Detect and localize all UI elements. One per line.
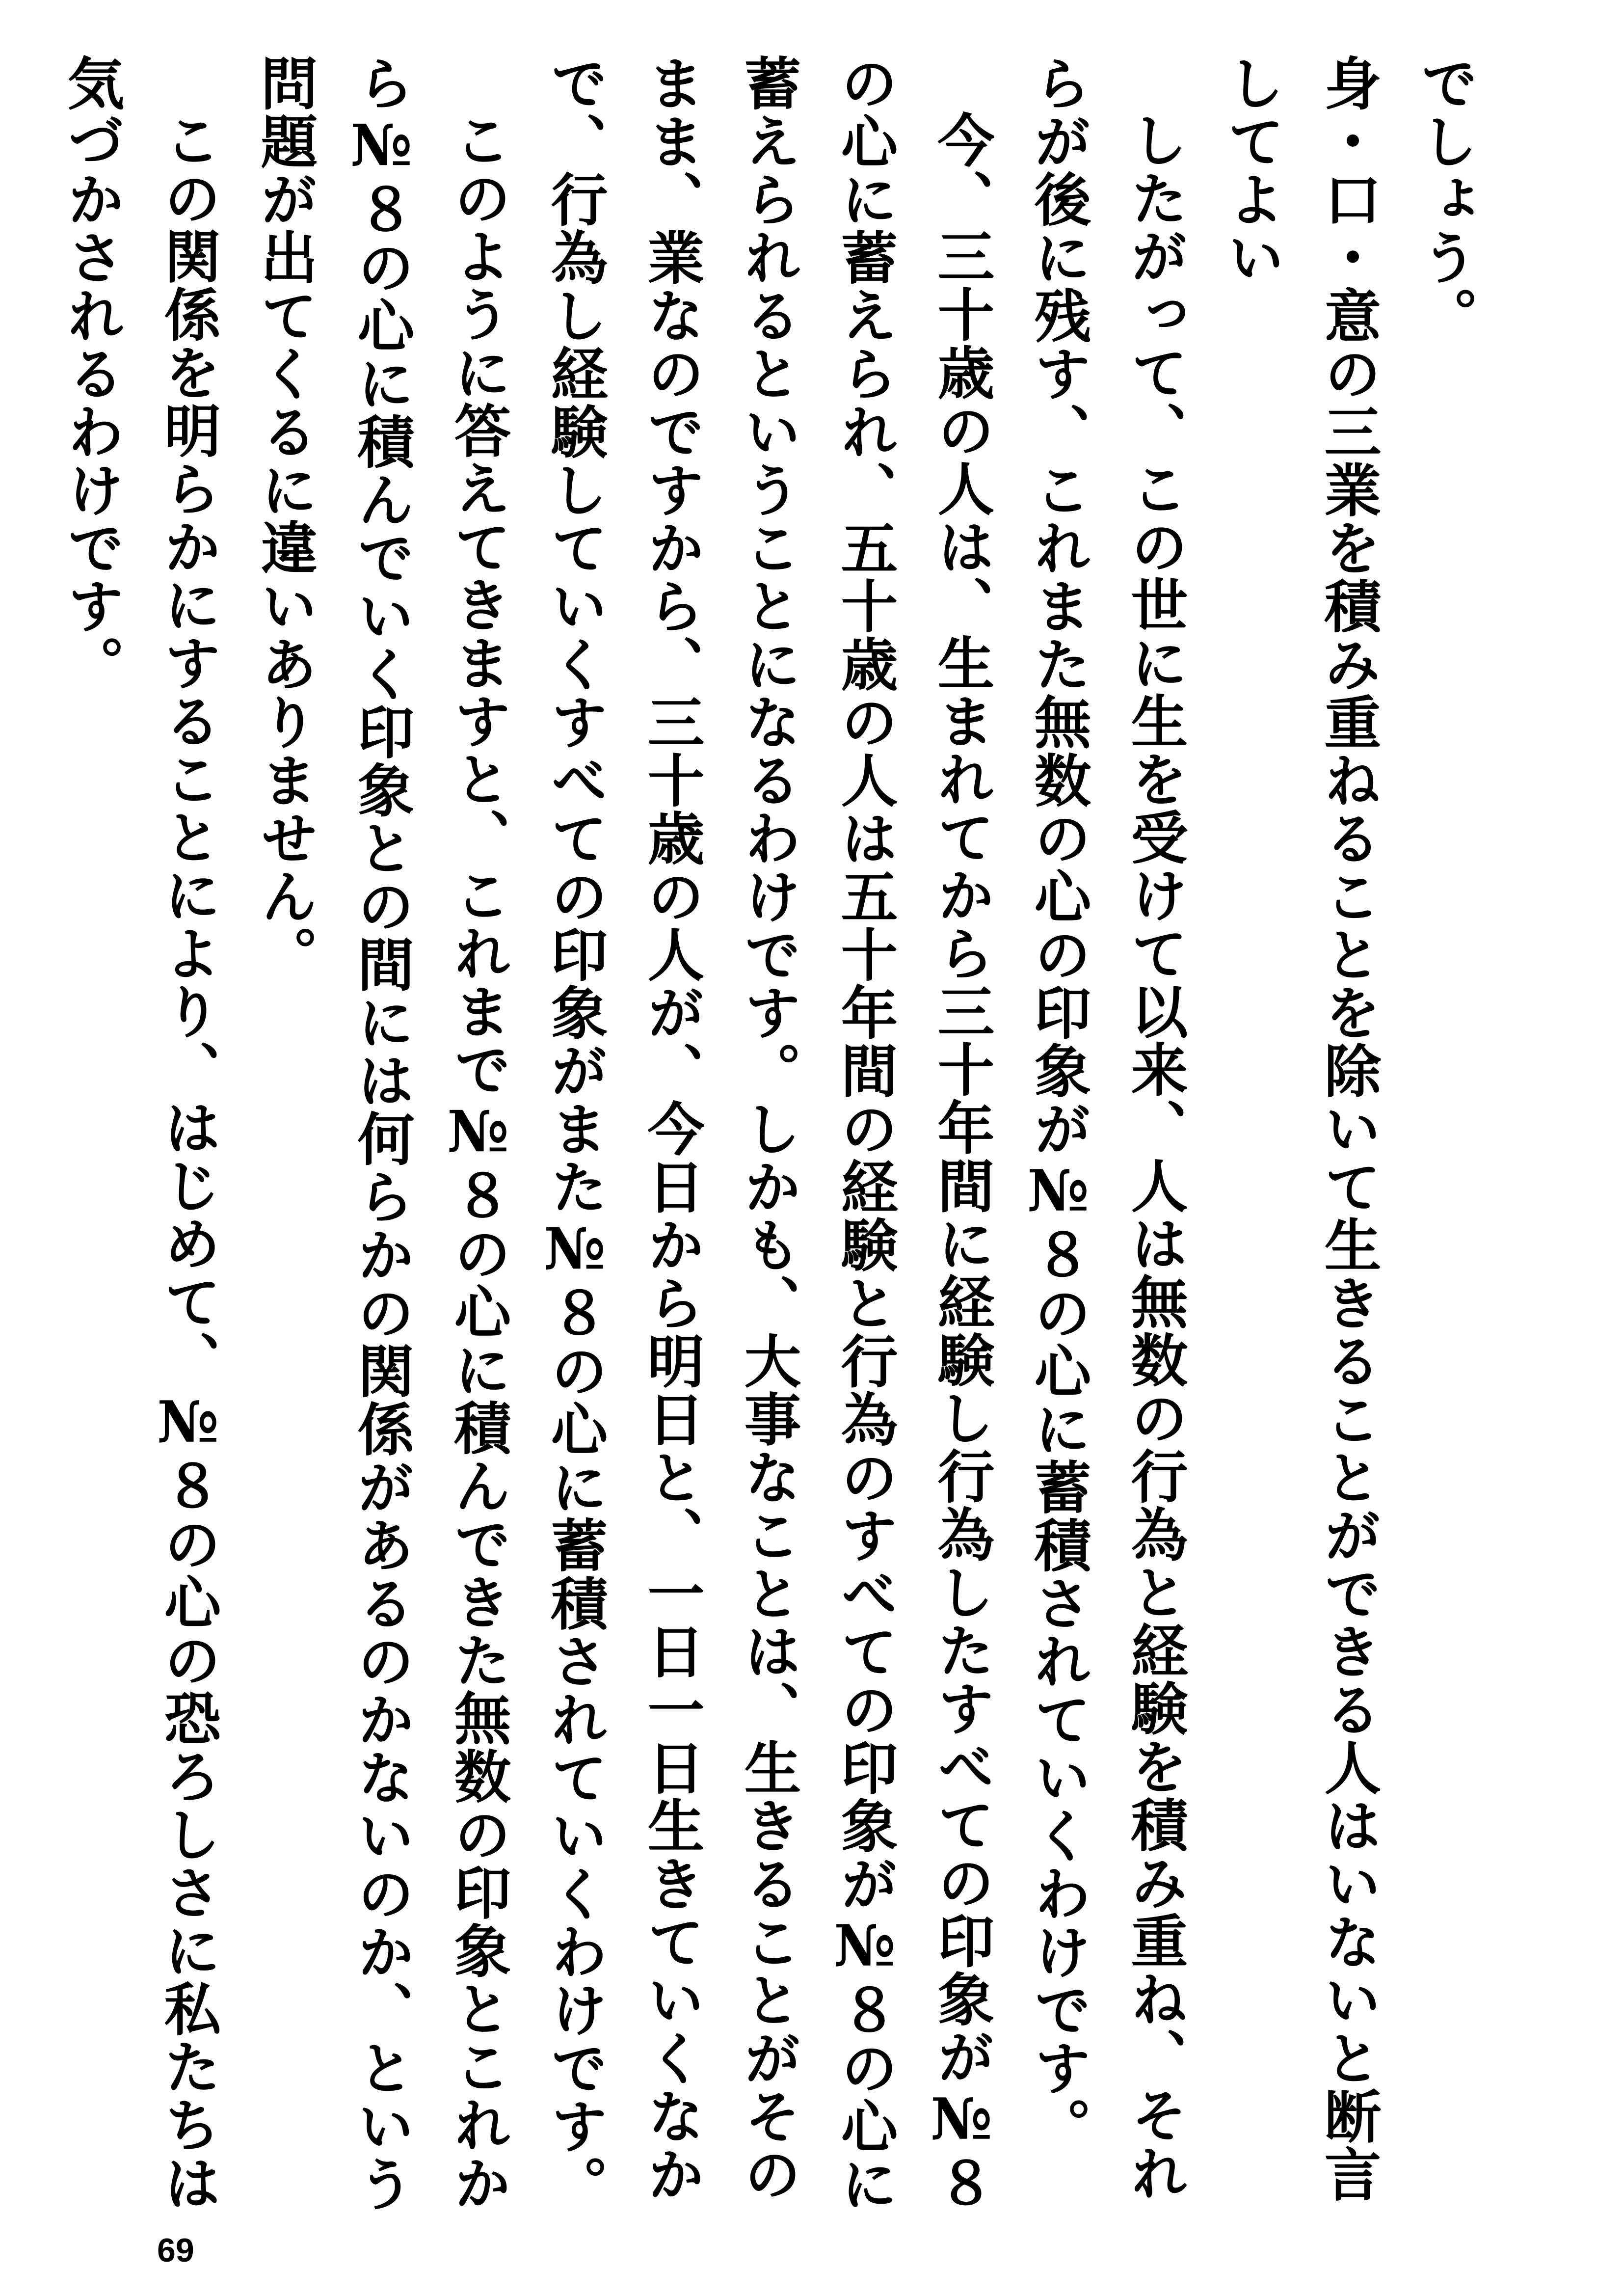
- paragraph-4: 今、三十歳の人は、生まれてから三十年間に経験し行為したすべての印象が№８の心に蓄えられ、五十歳の人は五十年間の経験と行為のすべての印象が№８の心に蓄えられるということになるわけです。しかも、大事なことは、生きることがそのまま、業なのですから、三十歳の人が、今日から明日と、一日一日生きていくなかで、行為し経験していくすべての印象がまた№８の心に蓄積されていくわけです。: [541, 54, 995, 2213]
- page-number: 69: [157, 2232, 194, 2269]
- paragraph-2: 身・口・意の三業を積み重ねることを除いて生きることができる人はいないと断言してよい: [1218, 54, 1382, 2203]
- paragraph-3: したがって、この世に生を受けて以来、人は無数の行為と経験を積み重ね、それらが後に残す、これまた無数の心の印象が№８の心に蓄積されていくわけです。: [1025, 54, 1188, 2202]
- vertical-text-body: [43, 54, 1493, 2224]
- paragraph-5: このように答えてきますと、これまで№８の心に積んできた無数の印象とこれから№８の心に積んでいく印象との間には何らかの関係があるのかないのか、という問題が出てくるに違いありません。: [251, 54, 511, 2213]
- paragraph-6: この関係を明らかにすることにより、はじめて、№８の心の恐ろしさに私たちは気づかされるわけです。: [58, 54, 221, 2212]
- paragraph-1: でしょう。: [1411, 54, 1478, 345]
